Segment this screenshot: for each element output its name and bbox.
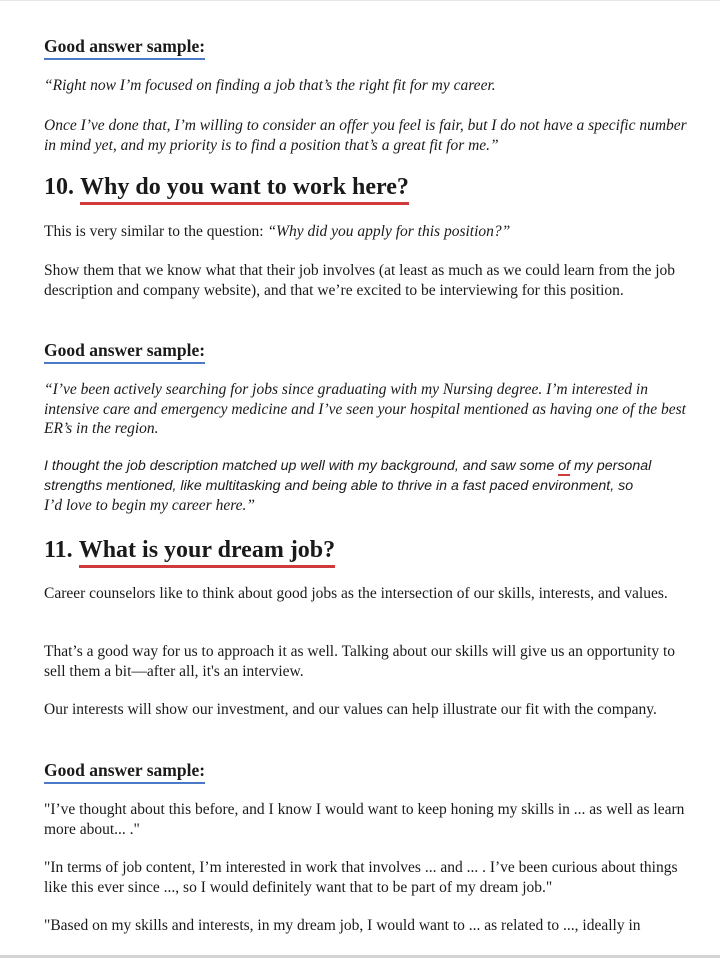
sample-heading-9 — [44, 36, 694, 60]
answer-quote-11c: "Based on my skills and interests, in my dream job, I would want to ... as related to ..., ideally in — [44, 917, 641, 934]
sample-heading-10 — [44, 340, 694, 364]
intro-paragraph-10 — [44, 222, 694, 242]
body-paragraph-11b: That’s a good way for us to approach it as well. Talking about our skills will give us an opportunity to sell them a bit—after all, it's an interview. — [44, 643, 676, 680]
sample-label: Good answer sample: — [44, 760, 205, 784]
answer-quote-9a: “Right now I’m focused on finding a job that’s the right fit for my career. — [44, 77, 496, 94]
answer-quote-11a: "I’ve thought about this before, and I know I would want to keep honing my skills in ... as well as learn more about... ." — [44, 801, 685, 838]
answer-quote-9b: Once I’ve done that, I’m willing to consider an offer you feel is fair, but I do not have a specific number in mind yet, and my priority is to find a position that’s a great fit for me.” — [44, 117, 687, 154]
body-paragraph-11c: Our interests will show our investment, and our values can help illustrate our fit with the company. — [44, 701, 657, 718]
intro-quote: “Why did you apply for this position?” — [267, 223, 511, 240]
section-title: What is your dream job? — [79, 536, 335, 568]
answer-quote-11b: "In terms of job content, I’m interested in work that involves ... and ... . I’ve been curious about things like this ever since ..., so I would definitely want that to be part of my dream job." — [44, 859, 678, 896]
sample-label: Good answer sample: — [44, 36, 205, 60]
answer-quote-10a: “I’ve been actively searching for jobs since graduating with my Nursing degree. I’m interested in intensive care and emergency medicine and I’ve seen your hospital mentioned as having one of the best ER’s in the region. — [44, 381, 686, 437]
sample-heading-11 — [44, 760, 694, 784]
section-heading-11 — [44, 535, 694, 568]
section-number: 11. — [44, 537, 73, 563]
section-title: Why do you want to work here? — [80, 173, 409, 205]
quote-text: I’d love to begin my career here.” — [44, 497, 256, 514]
top-divider — [0, 0, 720, 1]
sample-label: Good answer sample: — [44, 340, 205, 364]
answer-quote-10b — [44, 457, 694, 516]
spellcheck-flag: of — [558, 458, 571, 474]
quote-text: my personal strengths mentioned, like multitasking and being able to thrive in a fast paced environment, so — [44, 458, 652, 494]
quote-text: I thought the job description matched up well with my background, and saw some — [44, 458, 559, 474]
section-number: 10. — [44, 174, 74, 200]
body-paragraph-10: Show them that we know what that their job involves (at least as much as we could learn from the job description and company website), and that we’re excited to be interviewing for this position. — [44, 262, 676, 299]
intro-text: This is very similar to the question: — [44, 223, 268, 240]
body-paragraph-11a: Career counselors like to think about good jobs as the intersection of our skills, interests, and values. — [44, 585, 668, 602]
section-heading-10 — [44, 172, 694, 205]
